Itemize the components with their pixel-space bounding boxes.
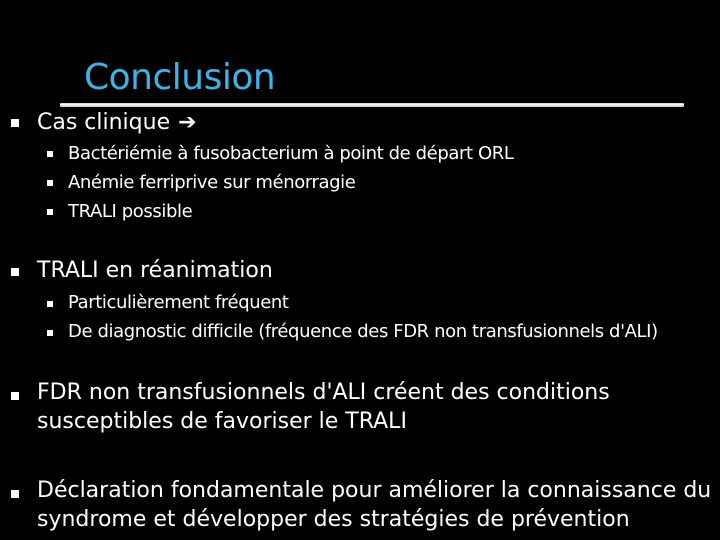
sub-bullet-square-icon <box>47 180 53 186</box>
bullet-1-text <box>37 108 197 138</box>
bullet-1-label: Cas clinique <box>37 110 171 135</box>
bullet-2-sub-2: De diagnostic difficile (fréquence des FDR non transfusionnels d'ALI) <box>68 321 658 342</box>
bullet-1-sub-1: Bactériémie à fusobacterium à point de départ ORL <box>68 143 514 164</box>
bullet-4-line-2: syndrome et développer des stratégies de prévention <box>37 507 630 532</box>
title-underline <box>60 103 684 107</box>
bullet-2-sub-1: Particulièrement fréquent <box>68 292 289 313</box>
sub-bullet-square-icon <box>47 330 53 336</box>
bullet-square-icon <box>11 268 19 276</box>
bullet-1-sub-3: TRALI possible <box>68 201 193 222</box>
sub-bullet-square-icon <box>47 301 53 307</box>
bullet-3-line-2: susceptibles de favoriser le TRALI <box>37 409 407 434</box>
bullet-square-icon <box>11 392 19 400</box>
sub-bullet-square-icon <box>47 209 53 215</box>
bullet-1-sub-2: Anémie ferriprive sur ménorragie <box>68 172 356 193</box>
bullet-3-line-1: FDR non transfusionnels d'ALI créent des conditions <box>37 380 610 405</box>
bullet-4-line-1: Déclaration fondamentale pour améliorer la connaissance du <box>37 478 712 503</box>
bullet-square-icon <box>11 490 19 498</box>
bullet-square-icon <box>11 119 19 127</box>
sub-bullet-square-icon <box>47 151 53 157</box>
bullet-2-text: TRALI en réanimation <box>37 258 273 283</box>
slide-title: Conclusion <box>84 57 276 98</box>
right-arrow-icon: ➔ <box>178 110 197 135</box>
